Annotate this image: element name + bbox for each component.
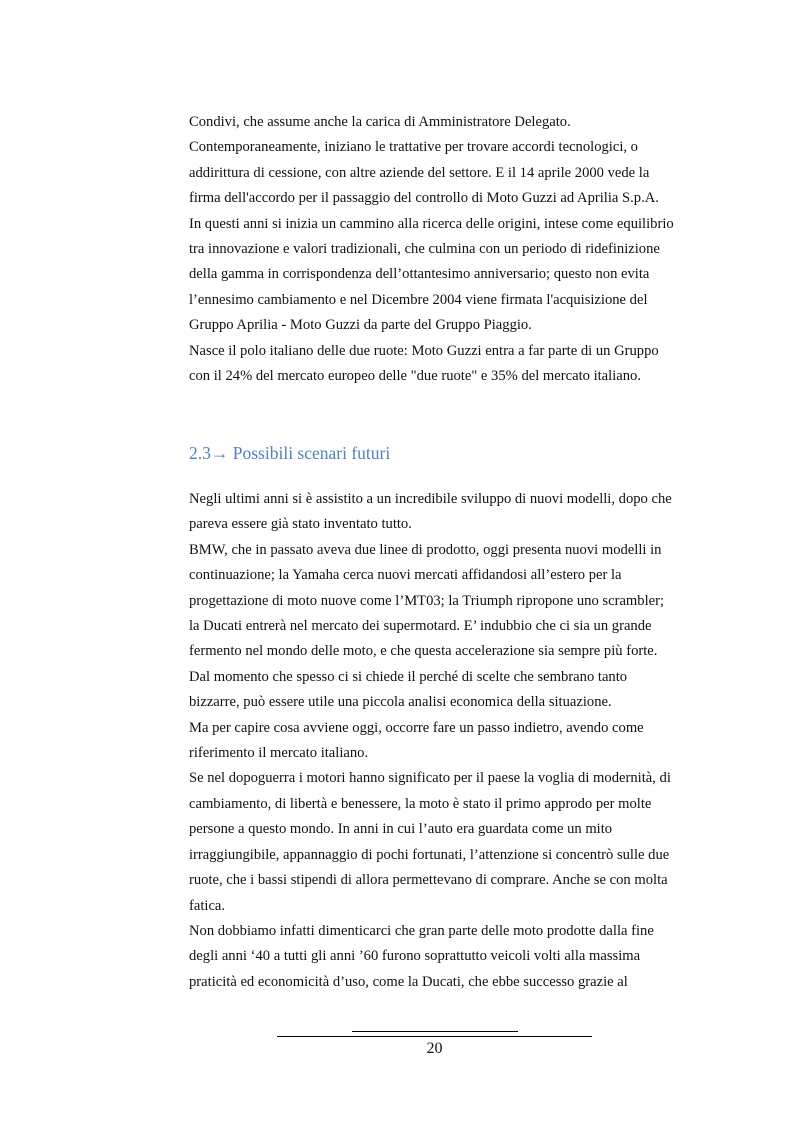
paragraph-bottom: [189, 487, 689, 995]
text-line: Non dobbiamo infatti dimenticarci che gran parte delle moto prodotte dalla fine: [189, 922, 654, 939]
text-line: Dal momento che spesso ci si chiede il perché di scelte che sembrano tanto: [189, 668, 628, 685]
text-line: progettazione di moto nuove come l’MT03; la Triumph ripropone uno scrambler;: [189, 592, 665, 609]
text-line: ruote, che i bassi stipendi di allora permettevano di comprare. Anche se con molta: [189, 872, 668, 889]
text-line: la Ducati entrerà nel mercato dei supermotard. E’ indubbio che ci sia un grande: [189, 618, 652, 635]
text-line: della gamma in corrispondenza dell’ottantesimo anniversario; questo non evita: [189, 266, 650, 283]
text-line: persone a questo mondo. In anni in cui l’auto era guardata come un mito: [189, 821, 613, 838]
text-line: BMW, che in passato aveva due linee di prodotto, oggi presenta nuovi modelli in: [189, 541, 662, 558]
text-line: Gruppo Aprilia - Moto Guzzi da parte del Gruppo Piaggio.: [189, 317, 532, 334]
text-line: irraggiungibile, appannaggio di pochi fortunati, l’attenzione si concentrò sulle due: [189, 846, 670, 863]
text-line: tra innovazione e valori tradizionali, che culmina con un periodo di ridefinizione: [189, 241, 660, 258]
text-line: fermento nel mondo delle moto, e che questa accelerazione sia sempre più forte.: [189, 643, 658, 660]
text-line: fatica.: [189, 897, 226, 914]
footer-divider: [277, 1036, 592, 1037]
text-line: bizzarre, può essere utile una piccola analisi economica della situazione.: [189, 694, 612, 711]
text-line: l’ennesimo cambiamento e nel Dicembre 2004 viene firmata l'acquisizione del: [189, 291, 648, 308]
text-line: pareva essere già stato inventato tutto.: [189, 516, 412, 533]
paragraph-top: [189, 110, 689, 389]
text-line: praticità ed economicità d’uso, come la Ducati, che ebbe successo grazie al: [189, 973, 628, 990]
text-line: degli anni ‘40 a tutti gli anni ’60 furono soprattutto veicoli volti alla massima: [189, 948, 641, 965]
text-line: continuazione; la Yamaha cerca nuovi mercati affidandosi all’estero per la: [189, 567, 622, 584]
section-heading: 2.3→ Possibili scenari futuri: [189, 443, 391, 463]
text-line: Se nel dopoguerra i motori hanno significato per il paese la voglia di modernità, di: [189, 770, 671, 787]
text-line: Ma per capire cosa avviene oggi, occorre fare un passo indietro, avendo come: [189, 719, 644, 736]
text-line: Negli ultimi anni si è assistito a un incredibile sviluppo di nuovi modelli, dopo che: [189, 491, 672, 507]
text-line: con il 24% del mercato europeo delle "due ruote" e 35% del mercato italiano.: [189, 368, 641, 385]
text-line: Nasce il polo italiano delle due ruote: Moto Guzzi entra a far parte di un Gruppo: [189, 342, 659, 359]
text-line: addirittura di cessione, con altre aziende del settore. E il 14 aprile 2000 vede la: [189, 164, 650, 181]
text-line: firma dell'accordo per il passaggio del controllo di Moto Guzzi ad Aprilia S.p.A.: [189, 190, 659, 207]
text-line: In questi anni si inizia un cammino alla ricerca delle origini, intese come equilibrio: [189, 215, 674, 232]
text-line: Contemporaneamente, iniziano le trattative per trovare accordi tecnologici, o: [189, 139, 638, 156]
footer-divider-short: [352, 1031, 518, 1032]
text-line: cambiamento, di libertà e benessere, la moto è stato il primo approdo per molte: [189, 795, 652, 812]
text-line: Condivi, che assume anche la carica di Amministratore Delegato.: [189, 114, 571, 130]
text-line: riferimento il mercato italiano.: [189, 745, 369, 762]
page-number: 20: [426, 1040, 443, 1057]
